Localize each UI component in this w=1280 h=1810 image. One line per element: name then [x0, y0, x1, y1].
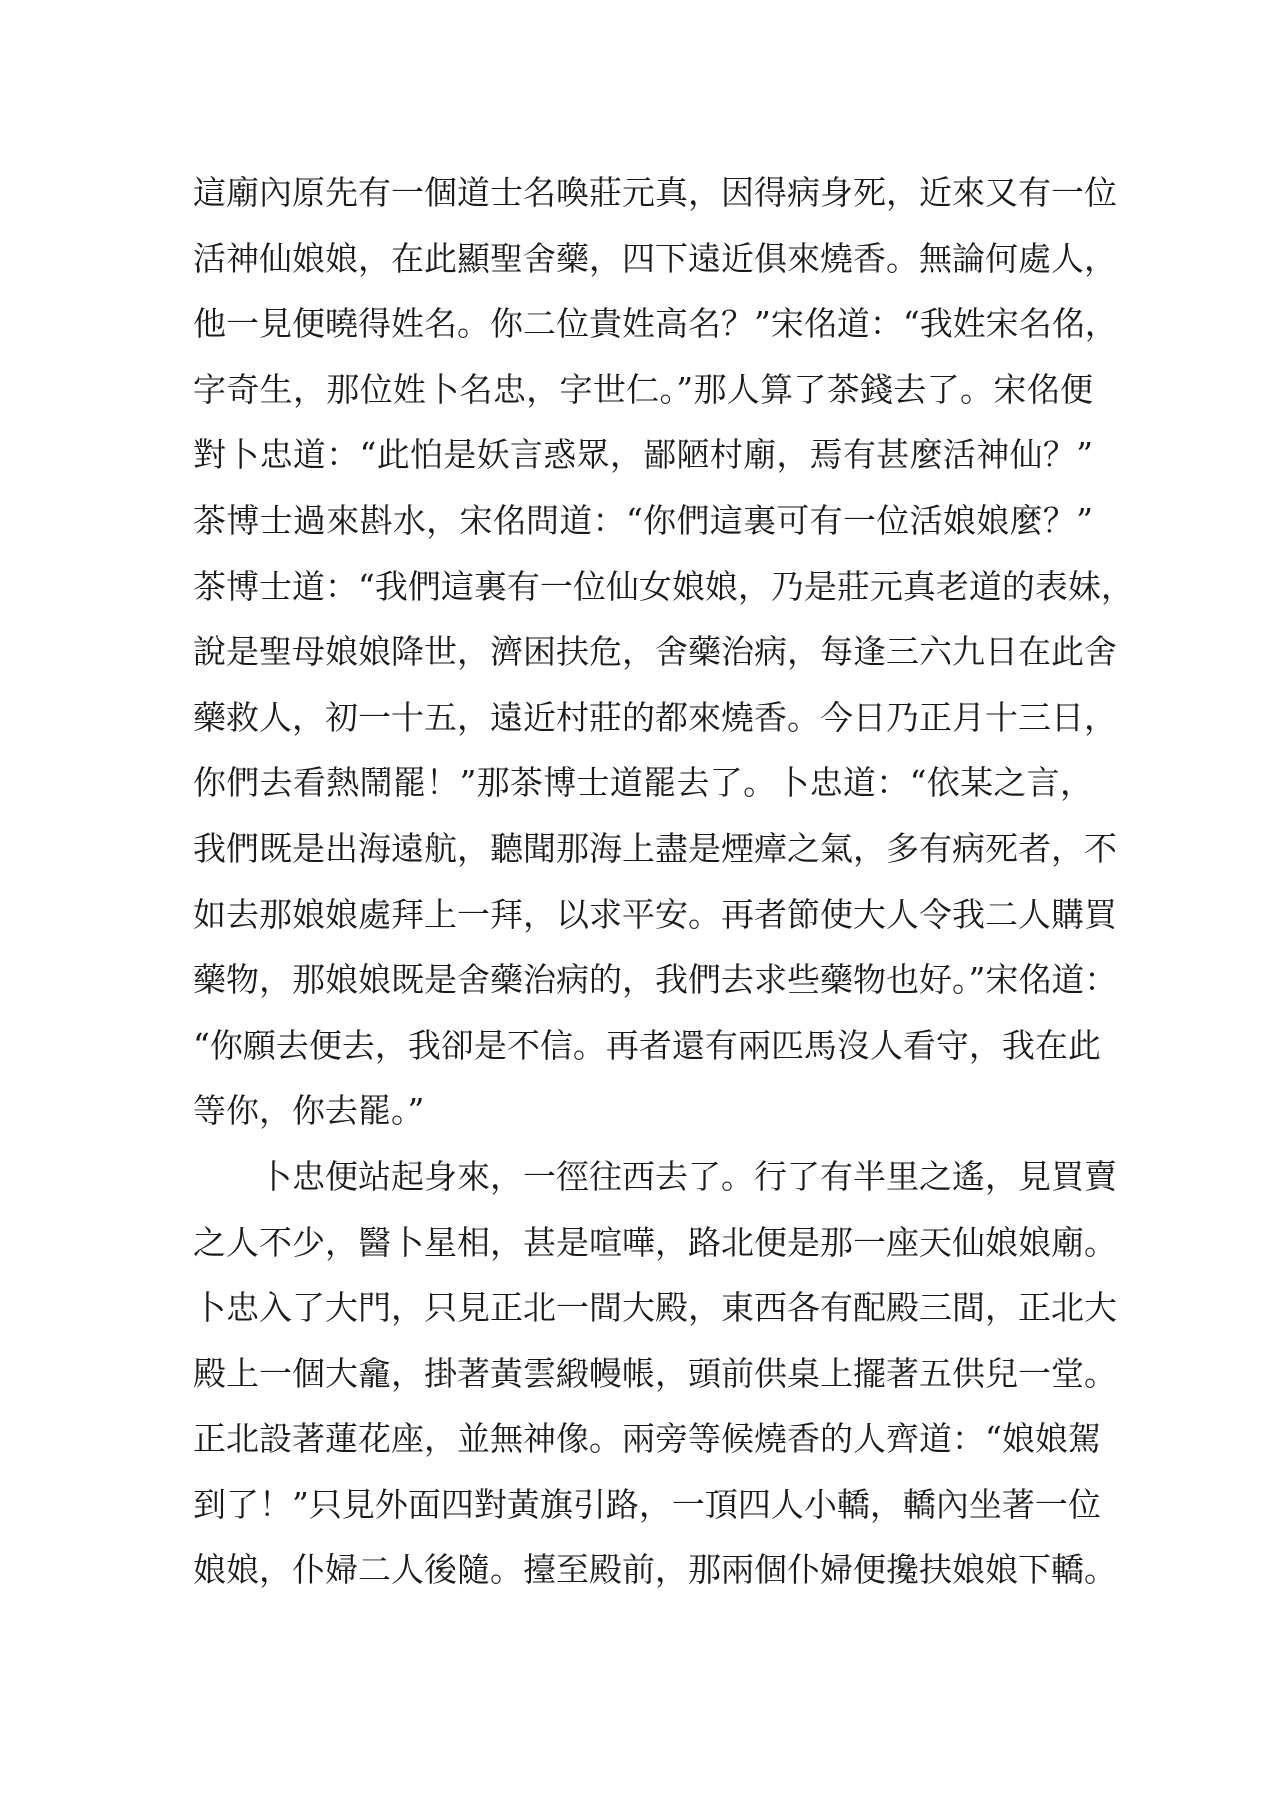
text-line: 如去那娘娘處拜上一拜，以求平安。再者節使大人令我二人購買: [193, 894, 1117, 934]
text-line: 我們既是出海遠航，聽聞那海上盡是煙瘴之氣，多有病死者，不: [193, 828, 1117, 868]
text-line: 殿上一個大龕，掛著黃雲緞幔帳，頭前供桌上擺著五供兒一堂。: [193, 1353, 1117, 1393]
text-line: 對卜忠道：“此怕是妖言惑眾，鄙陋村廟，焉有甚麼活神仙？”: [193, 435, 1093, 475]
text-line: 茶博士過來斟水，宋佲問道：“你們這裏可有一位活娘娘麼？”: [193, 500, 1093, 540]
text-line: 他一見便曉得姓名。你二位貴姓高名？”宋佲道：“我姓宋名佲，: [193, 304, 1118, 344]
text-line-indented: 卜忠便站起身來，一徑往西去了。行了有半里之遙，見買賣: [259, 1156, 1117, 1196]
text-line: 等你，你去罷。”: [193, 1091, 425, 1131]
text-line: 茶博士道：“我們這裏有一位仙女娘娘，乃是莊元真老道的表妹，: [193, 566, 1134, 606]
text-line: 字奇生，那位姓卜名忠，字世仁。”那人算了茶錢去了。宋佲便: [193, 369, 1093, 409]
text-line: 之人不少，醫卜星相，甚是喧嘩，路北便是那一座天仙娘娘廟。: [193, 1222, 1117, 1262]
text-line: “你願去便去，我卻是不信。再者還有兩匹馬沒人看守，我在此: [193, 1025, 1101, 1065]
text-line: 卜忠入了大門，只見正北一間大殿，東西各有配殿三間，正北大: [193, 1288, 1117, 1328]
text-line: 藥救人，初一十五，遠近村莊的都來燒香。今日乃正月十三日，: [193, 697, 1117, 737]
text-line: 說是聖母娘娘降世，濟困扶危，舍藥治病，每逢三六九日在此舍: [193, 632, 1117, 672]
text-line: 到了！”只見外面四對黃旗引路，一頂四人小轎，轎內坐著一位: [193, 1484, 1101, 1524]
text-line: 你們去看熱鬧罷！”那茶博士道罷去了。卜忠道：“依某之言，: [193, 763, 1093, 803]
text-line: 藥物，那娘娘既是舍藥治病的，我們去求些藥物也好。”宋佲道：: [193, 960, 1118, 1000]
text-line: 正北設著蓮花座，並無神像。兩旁等候燒香的人齊道：“娘娘駕: [193, 1419, 1101, 1459]
body-text: [193, 160, 1134, 1603]
text-line: 娘娘，仆婦二人後隨。擡至殿前，那兩個仆婦便攙扶娘娘下轎。: [193, 1550, 1117, 1590]
text-line: 活神仙娘娘，在此顯聖舍藥，四下遠近俱來燒香。無論何處人，: [193, 238, 1117, 278]
text-line: 這廟內原先有一個道士名喚莊元真，因得病身死，近來又有一位: [193, 173, 1117, 212]
